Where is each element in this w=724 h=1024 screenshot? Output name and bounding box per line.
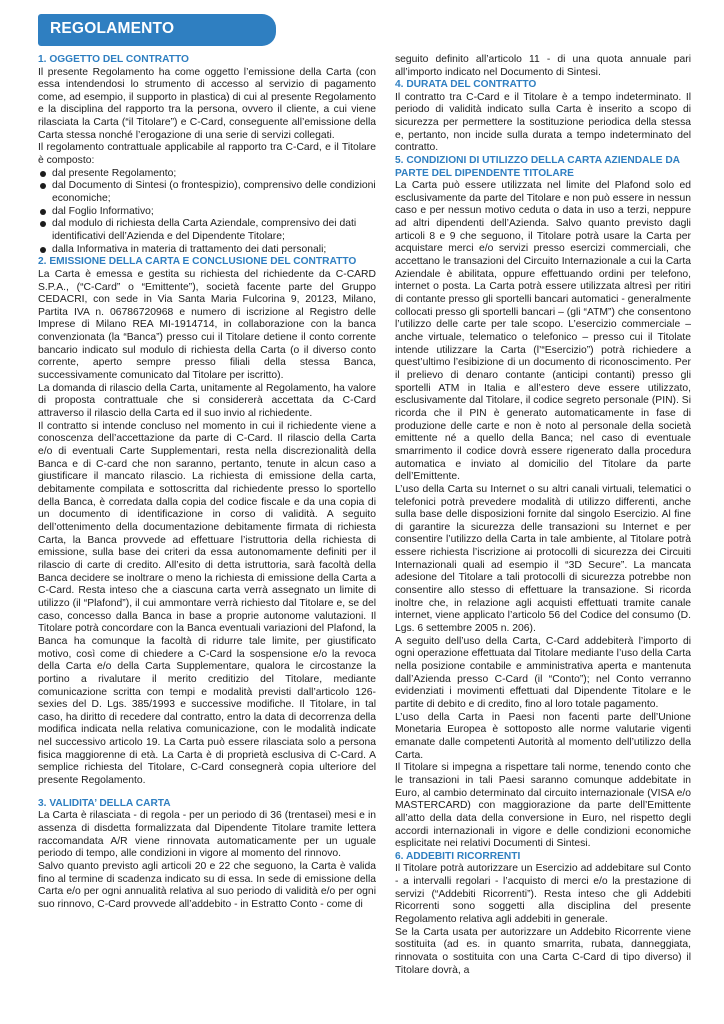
section-6-paragraph-1: Il Titolare potrà autorizzare un Esercizio ad addebitare sul Conto - a intervalli regolari - l’acquisto di merci e/o la prestazione di servizi (“Addebiti Ricorrenti”). Resta inteso che gli Addebiti Ricorrenti sono soggetti alla disciplina del presente Regolamento relativa agli addebiti in generale. <box>395 863 691 925</box>
section-1-paragraph-2: Il regolamento contrattuale applicabile al rapporto tra C-Card, e il Titolare è composto: <box>38 142 376 167</box>
list-item: dal Foglio Informativo; <box>38 206 376 219</box>
section-3-paragraph-2: Salvo quanto previsto agli articoli 20 e 22 che seguono, la Carta è valida fino al termine di scadenza indicato su di essa. In sede di emissione della Carta e/o per ogni annualità relativa al suo periodo di validità e/o per ogni suo rinnovo, C-Card provvede all’addebito - in Estratto Conto - come di <box>38 860 376 910</box>
bullet-icon <box>40 221 46 227</box>
section-1-paragraph-1: Il presente Regolamento ha come oggetto l’emissione della Carta (con essa intendendosi lo strumento di accesso al servizio di pagamento come, ad esempio, il supporto in plastica) di cui al presente Regolamento e la disciplina del rapporto tra la persona, ovvero il cliente, a cui viene rilasciata la Carta (“il Titolare”) e C-Card, conseguente all’emissione della Carta stessa nonché l’erogazione di una serie di servizi collegati. <box>38 66 376 141</box>
right-column <box>395 54 691 977</box>
bullet-icon <box>40 183 46 189</box>
section-4-paragraph-1: Il contratto tra C-Card e il Titolare è a tempo indeterminato. Il periodo di validità indicato sulla Carta è inserito a scopo di sicurezza per permettere la sostituzione periodica della stessa e, pertanto, non incide sulla durata a tempo indeterminato del contratto. <box>395 91 691 154</box>
list-item: dal presente Regolamento; <box>38 168 376 181</box>
section-2-title: 2. EMISSIONE DELLA CARTA E CONCLUSIONE DEL CONTRATTO <box>38 256 357 268</box>
section-2-paragraph-3: Il contratto si intende concluso nel momento in cui il richiedente viene a conoscenza dell’accettazione da parte di C-Card. Il rilascio della Carta e/o di eventuali Carte Supplementari, resta nella discrezionalità della Banca e di C-card che non saranno, pertanto, tenute in alcun caso a giustificare il mancato rilascio. La richiesta di emissione della carta, debitamente compilata e sottoscritta dal richiedente presso lo sportello della Banca, è corredata dalla copia del codice fiscale e da una copia di un documento di identificazione in corso di validità. A seguito dell’ottenimento della documentazione debitamente firmata di richiesta Carta, la Banca provvede ad effettuare l’istruttoria della richiesta di emissione, sulla base dei criteri da essa autonomamente definiti per il rilascio di carte di credito. All’esito di detta istruttoria, sarà facoltà della Banca decidere se inoltrare o meno la richiesta di emissione della Carta a C-Card. Resta inteso che a ciascuna carta verrà assegnato un limite di utilizzo (il “Plafond”), il cui ammontare verrà richiesto dal Titolare e, se del caso, concesso dalla Banca in base a proprie autonome valutazioni. Il Titolare potrà concordare con la Banca eventuali variazioni del Plafond, la Banca ha comunque la facoltà di ridurre tale limite, per giustificato motivo, così come di chiedere a C-Card la sospensione e/o la revoca della Carta e/o della Carta Supplementare, qualora le circostanze la portino a rivalutare il merito creditizio del Titolare, mediante comunicazione scritta con tempi e modalità previsti dall’articolo 126-sexies del D. Lgs. 385/1993 e successive modifiche. Il Titolare, in tal caso, ha diritto di recedere dal contratto, entro la data di decorrenza della modifica indicata nella relativa comunicazione, con le modalità indicate nel successivo articolo 19. La Carta può essere rilasciata solo a persona fisica maggiorenne di età. La Carta è di proprietà esclusiva di C-Card. A semplice richiesta del Titolare, C-Card consegnerà copia ulteriore del presente Regolamento. <box>38 420 376 787</box>
list-item: dal Documento di Sintesi (o frontespizio), comprensivo delle condizioni economiche; <box>38 180 376 205</box>
bullet-icon <box>40 171 46 177</box>
section-1-title: 1. OGGETTO DEL CONTRATTO <box>38 54 189 65</box>
section-5-paragraph-5: Il Titolare si impegna a rispettare tali norme, tenendo conto che le transazioni in tali Paesi saranno comunque addebitate in Euro, al cambio determinato dal circuito internazionale (VISA e/o MASTERCARD) con maggiorazione da parte dell’Emittente all’atto della data della conversione in Euro, nel rispetto degli accordi internazionali in vigore e delle condizioni economiche esplicitate nei relativi Documenti di Sintesi. <box>395 762 691 850</box>
document-title: REGOLAMENTO <box>50 20 175 37</box>
section-2-paragraph-2: La domanda di rilascio della Carta, unitamente al Regolamento, ha valore di proposta contrattuale che si considererà accettata da C-Card attraverso il rilascio della Carta ed il suo invio al richiedente. <box>38 382 376 420</box>
section-4-title: 4. DURATA DEL CONTRATTO <box>395 79 537 91</box>
section-5-paragraph-2: L’uso della Carta su Internet o su altri canali virtuali, telematici o telefonici potrà prevedere modalità di utilizzo differenti, anche sulla base delle disposizioni fornite dal singolo Esercizio. Al fine di garantire la sicurezza delle transazioni su Internet e per consentire l’utilizzo della Carta in tale ambiente, al Titolare potrà essere richiesta l’iscrizione ai protocolli di sicurezza dei Circuiti Internazionali quali ad esempio il “3D Secure”. La mancata adesione del Titolare a tali protocolli di sicurezza potrebbe non consentire allo stesso di effettuare la transazione. Si ricorda inoltre che, in relazione agli acquisti effettuati tramite canale internet, viene applicato l’articolo 56 del Codice del consumo (D. Lgs. 6 settembre 2005 n. 206). <box>395 483 691 635</box>
bullet-icon <box>40 247 46 253</box>
list-item: dal modulo di richiesta della Carta Aziendale, comprensivo dei dati identificativi dell’Azienda e del Dipendente Titolare; <box>38 218 376 243</box>
list-item: dalla Informativa in materia di trattamento dei dati personali; <box>38 244 376 257</box>
section-5-paragraph-1: La Carta può essere utilizzata nel limite del Plafond solo ed esclusivamente da parte del Titolare e non può essere in nessun caso e per nessun motivo ceduta o data in uso a terzi, neppure ad altri dipendenti dell’Azienda. Salvo quanto previsto dagli articoli 8 e 9 che seguono, il Titolare potrà usare la Carta per acquistare merci e/o servizi presso esercizi commerciali, che accettano le transazioni del Circuito Internazionale a cui la Carta Aziendale è abilitata, oppure effettuando ordini per telefono, internet o posta. La Carta potrà essere utilizzata altresì per ritiri di contante presso gli sportelli bancari automatici - generalmente collocati presso gli sportelli bancari – (gli “ATM”) che consentono l’utilizzo delle carte per tale scopo. L’esercizio commerciale – anche virtuale, telematico o telefonico – presso cui il Titolate intende utilizzare la Carta (l’“Esercizio”) potrà richiedere a quest’ultimo l’esibizione di un documento di riconoscimento. Per il prelievo di denaro contante (anticipi contanti) presso gli sportelli ATM in Italia e all’estero deve essere utilizzato, esclusivamente dal Titolare, il codice segreto personale (PIN). Si ricorda che il PIN è generato automaticamente in fase di produzione delle carte e non è noto al personale della società emittente né a quello della Banca; nel caso di eventuale smarrimento il codice dovrà essere rigenerato dalla procedura automatica e inviato al domicilio del Titolare da parte dell’Emittente. <box>395 180 691 483</box>
bullet-icon <box>40 209 46 215</box>
section-3-title: 3. VALIDITA’ DELLA CARTA <box>38 797 171 809</box>
section-6-title: 6. ADDEBITI RICORRENTI <box>395 850 521 862</box>
section-5-title: 5. CONDIZIONI DI UTILIZZO DELLA CARTA AZIENDALE DA PARTE DEL DIPENDENTE TITOLARE <box>395 155 680 179</box>
section-1-list <box>38 168 376 257</box>
section-2-paragraph-1: La Carta è emessa e gestita su richiesta del richiedente da C-CARD S.P.A., (“C-Card” o “Emittente”), società facente parte del Gruppo CEDACRI, con sede in Via Santa Maria Fulcorina 9, 20123, Milano, Partita IVA n. 06786720968 e numero di iscrizione al Registro delle Imprese di Milano REA MI-1914714, in collaborazione con la banca convenzionata (la “Banca”) presso cui il Titolare detiene il conto corrente bancario indicato sul modulo di richiesta della Carta (o il diverso conto corrente, aperto sempre presso filiali della stessa Banca, successivamente comunicato dal Titolare per iscritto). <box>38 268 376 382</box>
header-banner <box>38 14 276 46</box>
section-3-continuation: seguito definito all’articolo 11 - di una quota annuale pari all’importo indicato nel Documento di Sintesi. <box>395 54 691 78</box>
section-3-paragraph-1: La Carta è rilasciata - di regola - per un periodo di 36 (trentasei) mesi e in assenza di disdetta formalizzata dal Dipendente Titolare tramite lettera raccomandata A/R viene rinnovata automaticamente per un uguale periodo di tempo, alle condizioni in vigore al momento del rinnovo. <box>38 810 376 860</box>
section-5-paragraph-4: L’uso della Carta in Paesi non facenti parte dell’Unione Monetaria Europea è sottoposto alle norme valutarie vigenti emanate dalle competenti Autorità al momento dell’utilizzo della Carta. <box>395 711 691 761</box>
left-column <box>38 54 376 912</box>
section-6-paragraph-2: Se la Carta usata per autorizzare un Addebito Ricorrente viene sostituita (ad es. in quanto smarrita, rubata, danneggiata, rinnovata o sostituita con una Carta C-Card di tipo diverso) il Titolare dovrà, a <box>395 926 691 976</box>
section-5-paragraph-3: A seguito dell’uso della Carta, C-Card addebiterà l’importo di ogni operazione effettuata dal Titolare mediante l’uso della Carta nella posizione contabile e amministrativa aperta e mantenuta dall’Azienda presso C-Card (il “Conto”); nel Conto verranno evidenziati i movimenti effettuati dal Dipendente Titolare e le partite di debito e di credito, fino al loro totale pagamento. <box>395 635 691 710</box>
